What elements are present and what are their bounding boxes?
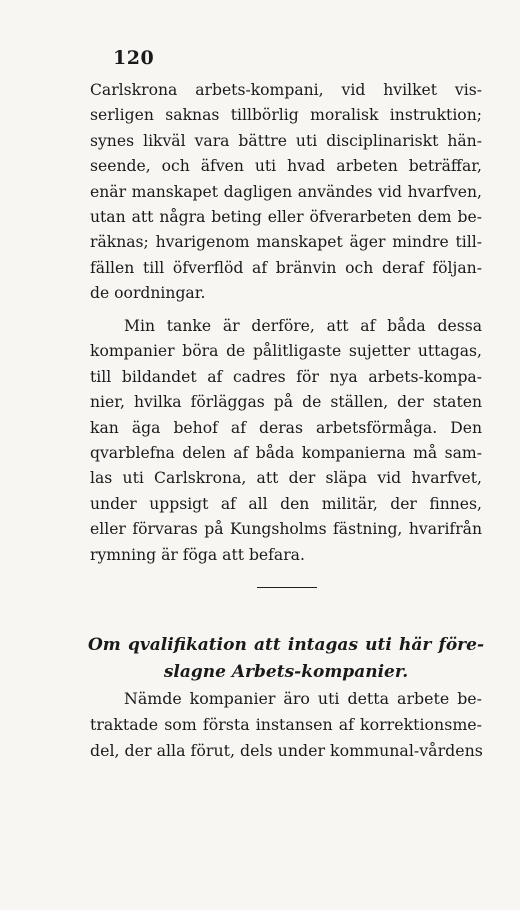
text-line: de oordningar. [90, 284, 206, 303]
text-line: del, der alla förut, dels under kommunal-vårdens [90, 741, 483, 760]
text-line: kompanier böra de pålitligaste sujetter uttagas, [90, 342, 482, 361]
heading-line: Om qvalifikation att intagas uti här före- [88, 635, 484, 655]
text-line: serligen saknas tillbörlig moralisk instruktion; [90, 106, 482, 125]
text-line: synes likväl vara bättre uti disciplinariskt hän- [90, 131, 482, 150]
text-line: räknas; hvarigenom manskapet äger mindre till- [90, 233, 482, 252]
section-heading [88, 632, 484, 686]
text-line: under uppsigt af all den militär, der finnes, [90, 494, 482, 513]
text-line: enär manskapet dagligen användes vid hvarfven, [90, 182, 482, 201]
text-line: seende, och äfven uti hvad arbeten beträffar, [90, 157, 482, 176]
text-line: qvarblefna delen af båda kompanierna må sam- [90, 443, 482, 462]
paragraph-1 [90, 78, 482, 307]
heading-line: slagne Arbets-kompanier. [163, 662, 409, 682]
text-line: kan äga behof af deras arbetsförmåga. Den [90, 418, 482, 437]
section-divider [257, 587, 317, 588]
paragraph-3 [90, 686, 482, 764]
text-line: eller förvaras på Kungsholms fästning, hvarifrån [90, 520, 482, 539]
text-line: las uti Carlskrona, att der släpa vid hvarfvet, [90, 469, 482, 488]
text-line: traktade som första instansen af korrektionsme- [90, 715, 482, 734]
text-line: rymning är föga att befara. [90, 545, 305, 564]
text-line: Min tanke är derföre, att af båda dessa [124, 317, 482, 335]
page-number: 120 [113, 47, 155, 69]
text-line: nier, hvilka förläggas på de ställen, der staten [90, 393, 482, 412]
paragraph-2 [90, 314, 482, 568]
text-line: utan att några beting eller öfverarbeten dem be- [90, 207, 482, 226]
text-line: Carlskrona arbets-kompani, vid hvilket vis- [90, 81, 482, 99]
text-line: Nämde kompanier äro uti detta arbete be- [124, 689, 482, 708]
text-line: till bildandet af cadres för nya arbets-kompa- [90, 367, 482, 386]
text-line: fällen till öfverflöd af bränvin och deraf följan- [90, 258, 482, 277]
